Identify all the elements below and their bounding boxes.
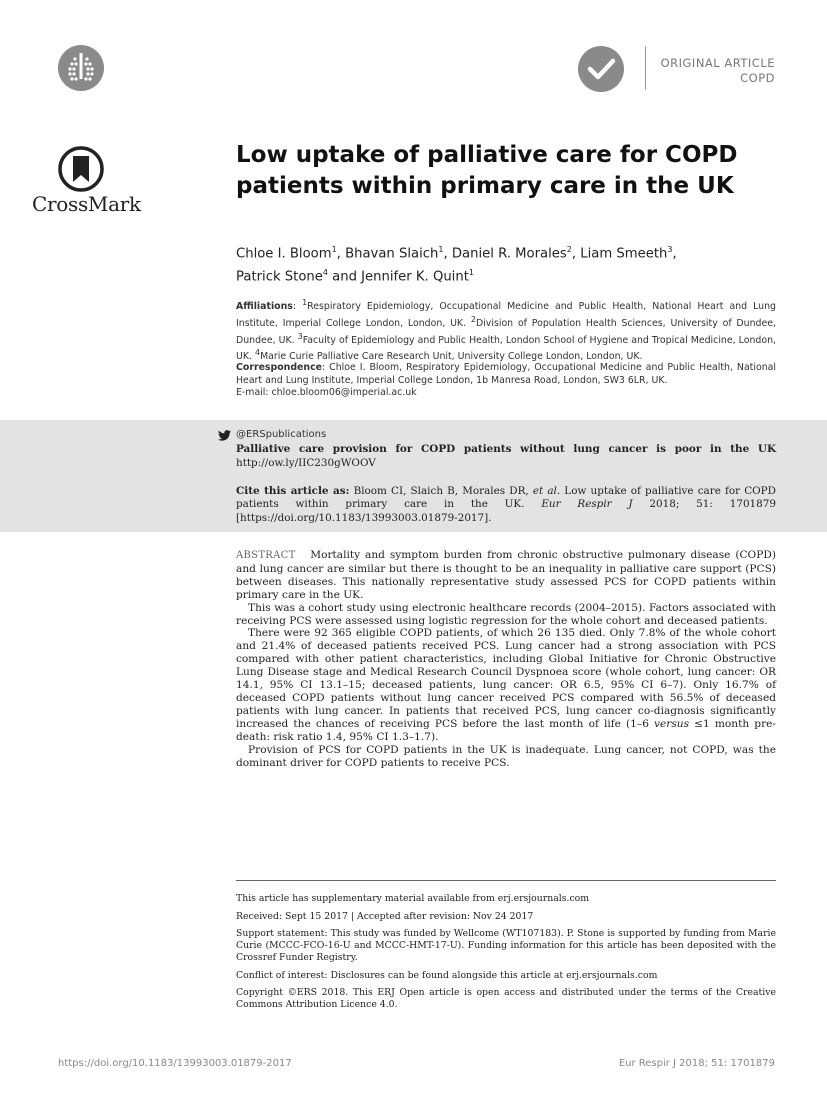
affiliations-label: Affiliations: [236, 301, 293, 313]
correspondence: Correspondence: Chloe I. Bloom, Respiratory Epidemiology, Occupational Medicine and Public Health, National Heart and Lung Institute, Imperial College London, 1b Manresa Road, London, SW3 6LR, UK. E-mail: chloe.bloom06@imperial.ac.uk: [236, 362, 776, 399]
footnote-support: Support statement: This study was funded by Wellcome (WT107183). P. Stone is supported by funding from Marie Curie (MCCC-FCO-16-U and MCCC-HMT-17-U). Funding information for this article has been deposited with the Crossref Funder Registry.: [236, 928, 776, 963]
header-divider: [645, 46, 646, 90]
abstract-italic: versus: [654, 717, 690, 730]
footnote-rule: [236, 880, 776, 881]
author-name[interactable]: Jennifer K. Quint: [361, 269, 469, 285]
correspondence-label: Correspondence: [236, 362, 322, 373]
affiliation-4: Marie Curie Palliative Care Research Unit, University College London, London, UK.: [260, 351, 643, 363]
section-label: [661, 56, 775, 86]
author-name[interactable]: Chloe I. Bloom: [236, 246, 332, 262]
abstract-paragraph-4: Provision of PCS for COPD patients in the UK is inadequate. Lung cancer, not COPD, was the dominant driver for COPD patients to receive PCS.: [236, 743, 776, 769]
affil-sup: 3: [297, 331, 303, 341]
twitter-handle[interactable]: @ERSpublications: [236, 429, 327, 440]
title-line-2: patients within primary care in the UK: [236, 173, 734, 199]
author-name[interactable]: Patrick Stone: [236, 269, 323, 285]
abstract-paragraph-1: [236, 549, 776, 602]
open-access-check-icon: [578, 46, 624, 92]
affiliations: Affiliations: $^1$Respiratory Epidemiology, Occupational Medicine and Public Health, National Heart and Lung Institute, Imperial College London, London, UK. $^2$Division of Population Health Sciences, University of Dundee, Dundee, UK. $^3$Faculty of Epidemiology and Public Health, London School of Hygiene and Tropical Medicine, London, UK. $^4$Marie Curie Palliative Care Research Unit, University College London, London, UK.: [236, 298, 777, 363]
footnote-conflict: Conflict of interest: Disclosures can be found alongside this article at erj.ersjournals.com: [236, 969, 658, 981]
author-list: Chloe I. Bloom$^1$, Bhavan Slaich$^1$, Daniel R. Morales$^2$, Liam Smeeth$^3$, Patrick Stone$^4$ and Jennifer K. Quint$^1$: [236, 245, 677, 285]
crossmark-bookmark-icon: [58, 146, 104, 192]
twitter-bird-icon: [218, 430, 231, 441]
correspondence-address: Chloe I. Bloom, Respiratory Epidemiology, Occupational Medicine and Public Health, National Heart and Lung Institute, Imperial College London, 1b Manresa Road, London, SW3 6LR, UK.: [236, 362, 776, 386]
crossmark-text: CrossMark: [32, 192, 141, 216]
author-affil-sup: 4: [322, 268, 328, 278]
footnote-supplementary: This article has supplementary material available from erj.ersjournals.com: [236, 893, 590, 904]
author-name[interactable]: Daniel R. Morales: [451, 246, 567, 262]
article-title: [236, 140, 756, 202]
tweet-text: Palliative care provision for COPD patients without lung cancer is poor in the UK: [236, 443, 776, 455]
author-affil-sup: 2: [566, 245, 572, 254]
footer-doi[interactable]: https://doi.org/10.1183/13993003.01879-2017: [58, 1058, 292, 1069]
correspondence-email[interactable]: E-mail: chloe.bloom06@imperial.ac.uk: [236, 387, 417, 399]
footer-journal: Eur Respir J 2018; 51: 1701879: [618, 1058, 775, 1069]
author-affil-sup: 1: [468, 268, 474, 278]
abstract: [236, 549, 776, 769]
citation-authors: Bloom CI, Slaich B, Morales DR,: [349, 485, 533, 497]
author-affil-sup: 1: [438, 245, 444, 254]
author-name[interactable]: Bhavan Slaich: [345, 246, 439, 262]
title-line-1: Low uptake of palliative care for COPD: [236, 142, 738, 168]
author-affil-sup: 3: [667, 245, 673, 254]
section-label-topic: COPD: [740, 71, 775, 85]
footnote-copyright: Copyright ©ERS 2018. This ERJ Open article is open access and distributed under the terms of the Creative Commons Attribution Licence 4.0.: [236, 987, 776, 1010]
affil-sup: 1: [302, 298, 308, 307]
ers-lung-logo-icon: [58, 45, 104, 91]
citation-etal: et al.: [532, 485, 561, 497]
citation-rest[interactable]: 2018; 51: 1701879 [https://doi.org/10.1183/13993003.01879-2017].: [236, 498, 776, 524]
citation: [236, 485, 776, 525]
abstract-text-3-end: ≤1 month pre-death: risk ratio 1.4, 95% CI 1.3–1.7).: [236, 717, 776, 743]
section-label-type: ORIGINAL ARTICLE: [660, 56, 775, 70]
author-name[interactable]: Liam Smeeth: [580, 246, 668, 262]
affiliation-1: Respiratory Epidemiology, Occupational Medicine and Public Health, National Heart and Lung Institute, Imperial College London, London, UK.: [236, 301, 777, 329]
footnotes: [236, 893, 776, 1017]
affiliation-2: Division of Population Health Sciences, University of Dundee, Dundee, UK.: [236, 317, 776, 346]
abstract-text-3: There were 92 365 eligible COPD patients, of which 26 135 died. Only 7.8% of the whole cohort and 21.4% of deceased patients received PCS. Lung cancer had a strong association with PCS compared with other patient characteristics, including Global Initiative for Chronic Obstructive Lung Disease stage and Medical Research Council Dyspnoea score (whole cohort, lung cancer: OR 14.1, 95% CI 13.1–15; deceased patients, lung cancer: OR 6.5, 95% CI 6–7). Only 16.7% of deceased COPD patients without lung cancer received PCS compared with 56.5% of deceased patients with lung cancer. In patients that received PCS, lung cancer co-diagnosis significantly increased the chances of receiving PCS before the last month of life (1–6: [236, 627, 776, 730]
abstract-paragraph-2: This was a cohort study using electronic healthcare records (2004–2015). Factors associated with receiving PCS were assessed using logistic regression for the whole cohort and deceased patients.: [236, 601, 776, 627]
affil-sup: 4: [254, 348, 261, 358]
citation-journal: Eur Respir J: [541, 498, 633, 511]
abstract-paragraph-3: [236, 627, 776, 743]
author-conjunction: and: [327, 269, 362, 285]
author-affil-sup: 1: [331, 245, 337, 254]
abstract-text-1: Mortality and symptom burden from chronic obstructive pulmonary disease (COPD) and lung cancer are similar but there is thought to be an inequality in palliative care support (PCS) between diseases. This nationally representative study assessed PCS for COPD patients within primary care in the UK.: [236, 549, 776, 601]
footnote-dates: Received: Sept 15 2017 | Accepted after revision: Nov 24 2017: [236, 910, 534, 922]
affil-sup: 2: [470, 314, 476, 324]
affiliation-3: Faculty of Epidemiology and Public Health, London School of Hygiene and Tropical Medicine, London, UK.: [236, 334, 776, 363]
abstract-label: ABSTRACT: [236, 550, 296, 561]
tweet-link[interactable]: http://ow.ly/IIC230gWOOV: [236, 457, 376, 469]
citation-label: Cite this article as:: [236, 485, 350, 497]
citation-title: Low uptake of palliative care for COPD patients within primary care in the UK.: [236, 485, 777, 511]
